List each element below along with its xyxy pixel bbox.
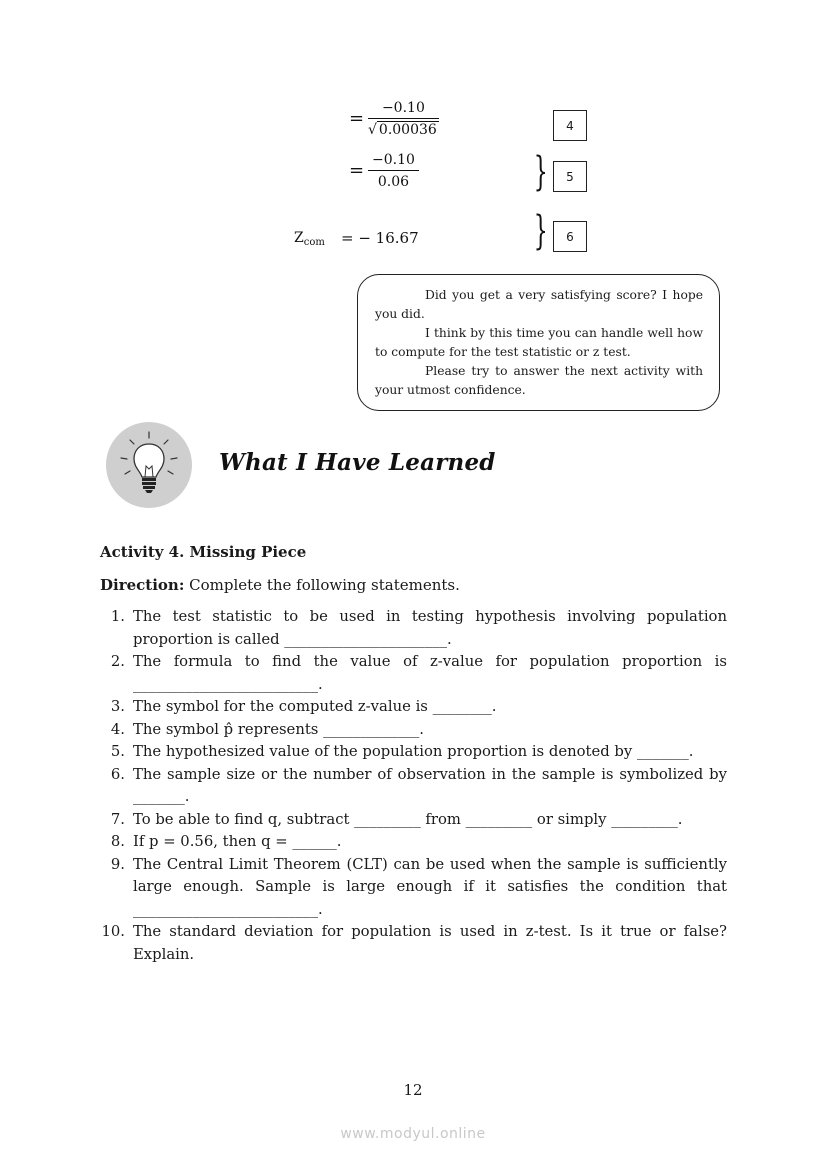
- question-text: The symbol for the computed z-value is ________.: [133, 698, 497, 715]
- question-number: 7.: [110, 810, 125, 828]
- question-text: The standard deviation for population is used in z-test. Is it true or false? Explain.: [133, 923, 727, 963]
- question-list: [85, 606, 727, 966]
- list-item: [85, 831, 727, 854]
- z-computed-label: [294, 230, 325, 246]
- direction: [100, 576, 460, 594]
- fraction-step1: [368, 100, 439, 138]
- bubble-paragraph: Please try to answer the next activity with your utmost confidence.: [375, 364, 703, 397]
- list-item: [85, 809, 727, 832]
- z-label: Z: [294, 230, 304, 246]
- activity-title: Activity 4. Missing Piece: [100, 543, 307, 561]
- question-text: The symbol p̂ represents _____________.: [133, 720, 424, 738]
- right-brace: }: [533, 149, 548, 195]
- score-box: 4: [553, 110, 587, 141]
- page-number: 12: [403, 1081, 423, 1099]
- question-number: 10.: [101, 923, 125, 940]
- fraction-step2: [368, 152, 419, 190]
- question-number: 3.: [110, 698, 125, 715]
- list-item: [85, 921, 727, 966]
- z-computed-value: = − 16.67: [341, 229, 419, 247]
- score-box: 6: [553, 221, 587, 252]
- question-text: The test statistic to be used in testing hypothesis involving population proportion is called ______________________.: [133, 608, 727, 648]
- question-number: 8.: [110, 833, 125, 850]
- radical-sign: √: [368, 122, 377, 138]
- list-item: [85, 606, 727, 651]
- direction-label: Direction:: [100, 576, 185, 594]
- question-number: 4.: [110, 720, 125, 738]
- z-label-subscript: com: [303, 237, 325, 248]
- question-number: 9.: [110, 855, 125, 873]
- fraction-denominator: 0.06: [377, 174, 410, 190]
- equals-sign: =: [349, 108, 365, 129]
- direction-text: Complete the following statements.: [184, 576, 460, 594]
- question-text: To be able to find q, subtract _________ from _________ or simply _________.: [133, 810, 683, 828]
- radicand: 0.00036: [378, 122, 437, 138]
- question-number: 2.: [110, 653, 125, 670]
- list-item: [85, 854, 727, 922]
- score-box: 5: [553, 161, 587, 192]
- right-brace: }: [533, 208, 548, 254]
- fraction-numerator: −0.10: [368, 152, 419, 171]
- equals-sign: =: [349, 160, 365, 181]
- fraction-numerator: −0.10: [368, 100, 439, 119]
- question-text: The formula to find the value of z-value for population proportion is _________________________.: [133, 653, 727, 693]
- list-item: [85, 764, 727, 809]
- feedback-bubble: [357, 274, 720, 411]
- question-number: 5.: [110, 743, 125, 760]
- list-item: [85, 719, 727, 742]
- bubble-paragraph: Did you get a very satisfying score? I hope you did.: [375, 288, 703, 321]
- lightbulb-icon: [106, 422, 192, 508]
- list-item: [85, 651, 727, 696]
- question-number: 6.: [110, 765, 125, 783]
- watermark: www.modyul.online: [340, 1126, 486, 1142]
- question-number: 1.: [110, 608, 125, 625]
- question-text: The hypothesized value of the population proportion is denoted by _______.: [133, 743, 694, 760]
- fraction-denominator: [368, 119, 439, 138]
- question-text: The sample size or the number of observation in the sample is symbolized by _______.: [133, 765, 727, 805]
- list-item: [85, 741, 727, 764]
- bubble-paragraph: I think by this time you can handle well how to compute for the test statistic or z test.: [375, 326, 703, 359]
- question-text: If p = 0.56, then q = ______.: [133, 833, 342, 850]
- section-title: What I Have Learned: [219, 449, 496, 476]
- question-text: The Central Limit Theorem (CLT) can be used when the sample is sufficiently large enough. Sample is large enough if it satisfies the condition that _________________________.: [133, 855, 727, 918]
- list-item: [85, 696, 727, 719]
